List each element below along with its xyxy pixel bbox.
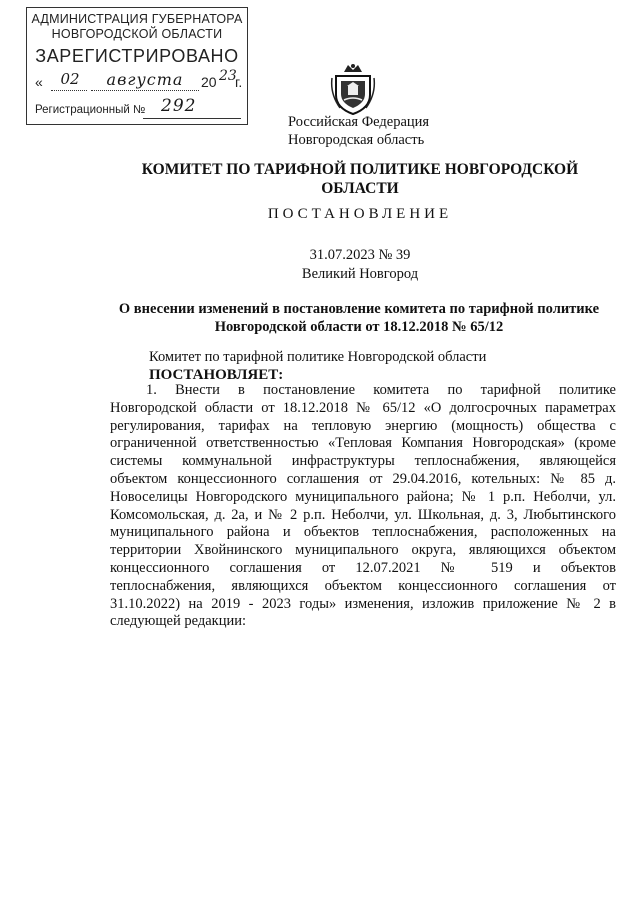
body-line: регулирования, тарифах на тепловую энергию (мощность) общества с — [110, 417, 616, 434]
body-line: 1. Внести в постановление комитета по тарифной политике — [146, 382, 616, 398]
body-line: системы коммунальной инфраструктуры теплоснабжения, являющейся — [110, 453, 616, 470]
stamp-date-year-hand: 23 — [219, 68, 237, 84]
date-place-block — [180, 246, 540, 284]
subject-line2: Новгородской области от 18.12.2018 № 65/12 — [214, 319, 504, 335]
stamp-reg-underline — [143, 118, 241, 119]
stamp-reg-number: 292 — [161, 96, 197, 116]
stamp-reg-label: Регистрационный № — [35, 104, 146, 116]
body-paragraph — [110, 382, 616, 631]
region-name: Новгородская область — [288, 132, 425, 148]
stamp-date-open-quote: « — [35, 74, 43, 90]
stamp-date-year-prefix: 20 — [201, 74, 217, 90]
body-line: теплоснабжения, являющихся объектом концессионного соглашения от — [110, 577, 616, 594]
body-line: Новгородской области от 18.12.2018 № 65/12 «О долгосрочных параметрах — [110, 399, 616, 416]
document-type: ПОСТАНОВЛЕНИЕ — [267, 206, 453, 222]
body-line: концессионного соглашения от 12.07.2021 № 519 и объектов — [110, 559, 616, 576]
decree-word: ПОСТАНОВЛЯЕТ: — [149, 367, 284, 383]
document-subject — [104, 300, 614, 336]
body-line: Комсомольская, д. 2а, и № 2 р.п. Неболчи, ул. Школьная, д. 3, Любытинского — [110, 506, 616, 523]
federation-header — [288, 113, 429, 149]
stamp-date-row — [35, 68, 243, 94]
federation-name: Российская Федерация — [288, 114, 430, 130]
stamp-org-line1: АДМИНИСТРАЦИЯ ГУБЕРНАТОРА — [31, 12, 243, 26]
body-line: ограниченной ответственностью «Тепловая Компания Новгородская» (кроме — [110, 435, 616, 452]
committee-title-line1: КОМИТЕТ ПО ТАРИФНОЙ ПОЛИТИКЕ НОВГОРОДСКОЙ — [141, 161, 579, 178]
body-line: Новоселицы Новгородского муниципального района; № 1 р.п. Неболчи, ул. — [110, 488, 616, 505]
coat-of-arms-icon — [330, 62, 376, 116]
stamp-registered-label: ЗАРЕГИСТРИРОВАНО — [35, 46, 239, 66]
stamp-date-month: августа — [106, 70, 184, 89]
stamp-date-year-suffix: г. — [235, 74, 243, 90]
body-line: объектом концессионного соглашения от 29.04.2016, котельных: № 85 д. — [110, 470, 616, 487]
stamp-month-underline — [91, 90, 199, 91]
committee-title — [140, 160, 580, 198]
body-line: территории Хвойнинского муниципального округа, являющихся объектом — [110, 542, 616, 559]
body-line: следующей редакции: — [110, 613, 247, 630]
subject-line1: О внесении изменений в постановление комитета по тарифной политике — [118, 301, 600, 317]
intro-text: Комитет по тарифной политике Новгородской области — [149, 349, 487, 365]
document-city: Великий Новгород — [301, 266, 419, 282]
stamp-reg-row — [35, 96, 241, 120]
document-date-number: 31.07.2023 № 39 — [309, 247, 411, 263]
stamp-date-day: 02 — [60, 70, 80, 88]
body-line: муниципального района и объектов теплоснабжения, расположенных на — [110, 524, 616, 541]
body-line: 31.10.2022) на 2019 - 2023 годы» изменения, изложив приложение № 2 в — [110, 595, 616, 612]
stamp-org-line2: НОВГОРОДСКОЙ ОБЛАСТИ — [51, 27, 223, 41]
stamp-day-underline — [51, 90, 87, 91]
registration-stamp — [26, 7, 248, 125]
committee-title-line2: ОБЛАСТИ — [321, 180, 399, 197]
